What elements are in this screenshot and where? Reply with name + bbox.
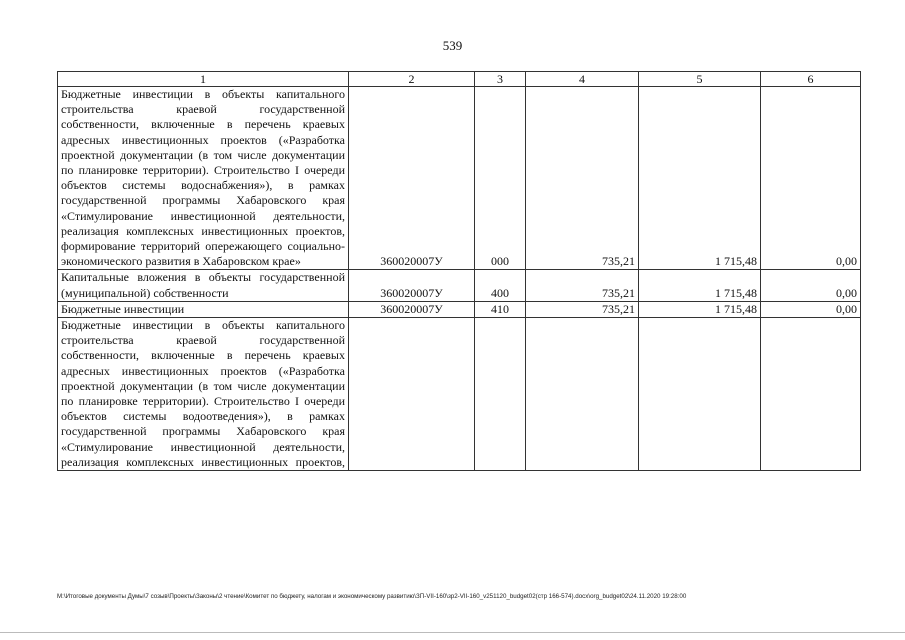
- header-col-1: 1: [58, 72, 349, 87]
- header-col-6: 6: [761, 72, 861, 87]
- page-number: 539: [442, 38, 463, 53]
- header-col-3: 3: [475, 72, 526, 87]
- page-bottom-divider: [0, 632, 905, 633]
- row-vr-code: 410: [475, 301, 526, 317]
- row-value-col5: 1 715,48: [639, 87, 761, 270]
- header-col-2: 2: [349, 72, 475, 87]
- row-value-col4: 735,21: [526, 270, 639, 301]
- row-csr-code: 360020007У: [349, 301, 475, 317]
- row-description: Бюджетные инвестиции в объекты капитального строительства краевой государственной собственности, включенные в перечень краевых адресных инвестиционных проектов («Разработка проектной документации (в том числе документации по планировке территории). Строительство I очереди объектов системы водоотведения»), в рамках государственной программы Хабаровского края «Стимулирование инвестиционной деятельности, реализация комплексных инвестиционных проектов,: [58, 318, 349, 471]
- table-header-row: [58, 72, 861, 87]
- row-value-col5: 1 715,48: [639, 301, 761, 317]
- row-csr-code: [349, 318, 475, 471]
- row-csr-code: 360020007У: [349, 270, 475, 301]
- table-row: [58, 87, 861, 270]
- budget-table: [57, 71, 861, 471]
- table-row: [58, 318, 861, 471]
- row-description: Капитальные вложения в объекты государственной (муниципальной) собственности: [58, 270, 349, 301]
- table-row: [58, 301, 861, 317]
- header-col-4: 4: [526, 72, 639, 87]
- row-value-col6: [761, 318, 861, 471]
- row-value-col6: 0,00: [761, 270, 861, 301]
- row-value-col4: [526, 318, 639, 471]
- row-description: Бюджетные инвестиции: [58, 301, 349, 317]
- row-vr-code: 400: [475, 270, 526, 301]
- row-value-col5: [639, 318, 761, 471]
- row-value-col6: 0,00: [761, 301, 861, 317]
- row-description: Бюджетные инвестиции в объекты капитального строительства краевой государственной собственности, включенные в перечень краевых адресных инвестиционных проектов («Разработка проектной документации (в том числе документации по планировке территории). Строительство I очереди объектов системы водоснабжения»), в рамках государственной программы Хабаровского края «Стимулирование инвестиционной деятельности, реализация комплексных инвестиционных проектов, формирование территорий опережающего социально-экономического развития в Хабаровском крае»: [58, 87, 349, 270]
- row-vr-code: [475, 318, 526, 471]
- row-value-col5: 1 715,48: [639, 270, 761, 301]
- row-value-col6: 0,00: [761, 87, 861, 270]
- footer-file-path: M:\Итоговые документы Думы\7 созыв\Проекты\Законы\2 чтение\Комитет по бюджету, налогам и экономическому развитию\ЗП-VII-160\зр2-VII-160_v251120_budget02(стр 166-574).docx\org_budget02\24.11.2020 19:28:00: [57, 593, 687, 600]
- row-csr-code: 360020007У: [349, 87, 475, 270]
- header-col-5: 5: [639, 72, 761, 87]
- row-value-col4: 735,21: [526, 87, 639, 270]
- row-vr-code: 000: [475, 87, 526, 270]
- table-row: [58, 270, 861, 301]
- row-value-col4: 735,21: [526, 301, 639, 317]
